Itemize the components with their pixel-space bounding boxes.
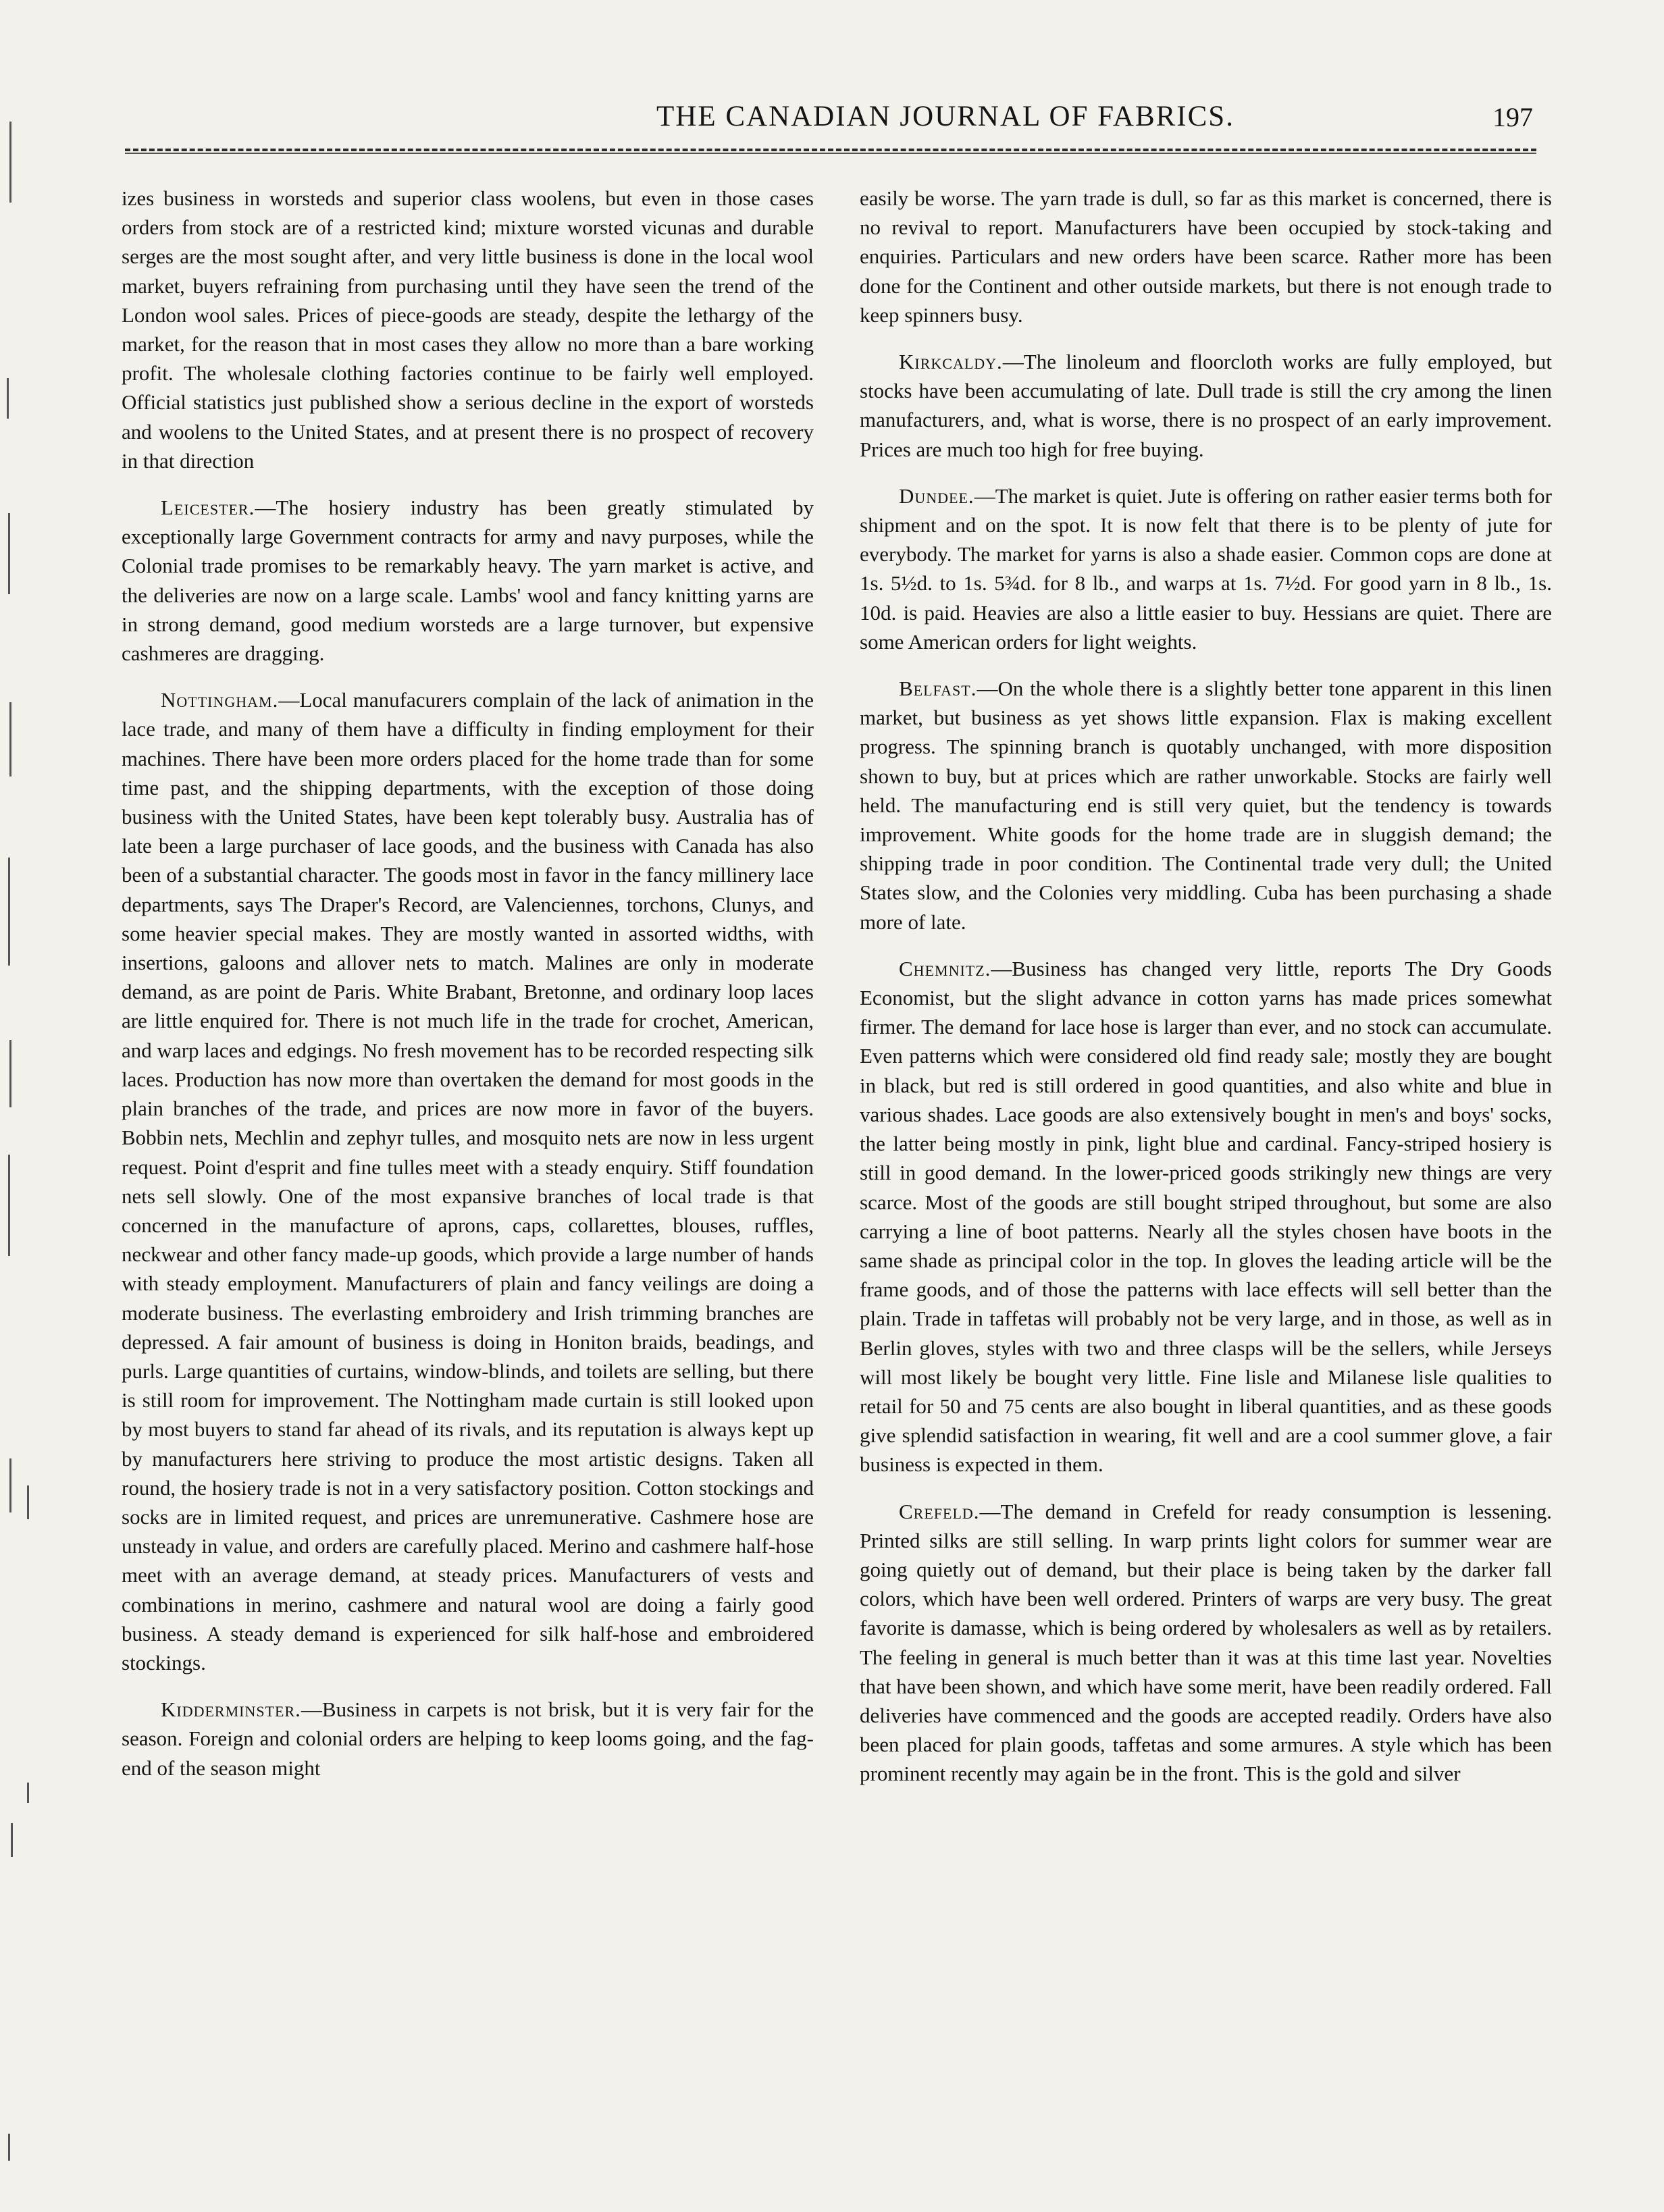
report-text: —Business has changed very little, reports The Dry Goods Economist, but the slight advance in cotton yarns has made prices somewhat firmer. The demand for lace hose is larger than ever, and no stock can accumulate. Even patterns which were considered old find ready sale; mostly they are bought in black, but red is still ordered in good quantities, and also white and blue in various shades. Lace goods are also extensively bought in men's and boys' socks, the latter being mostly in pink, light blue and cardinal. Fancy-striped hosiery is still in good demand. In the lower-priced goods strikingly new things are very scarce. Most of the goods are still bought striped throughout, but some are also carrying a line of boot patterns. Nearly all the styles chosen have boots in the same shade as principal color in the top. In gloves the leading article will be the frame goods, and of those the patterns with lace effects will sell better than the plain. Trade in taffetas will probably not be very large, and in those, as well as in Berlin gloves, styles with two and three clasps will be the sellers, while Jerseys will most likely be bought very little. Fine lisle and Milanese lisle qualities to retail for 50 and 75 cents are also bought in liberal quantities, and as these goods give splendid satisfaction in wearing, fit well and are a cool summer glove, a fair business is expected in them. [860,956,1552,1477]
report-nottingham [122,685,814,1677]
report-text: —The hosiery industry has been greatly stimulated by exceptionally large Government contracts for army and navy purposes, while the Colonial trade promises to be remarkably heavy. The yarn market is active, and the deliveries are now on a large scale. Lambs' wool and fancy knitting yarns are in strong demand, good medium worsteds are a large turnover, but expensive cashmeres are dragging. [122,496,814,666]
header-rule-underline [125,153,1536,154]
report-crefeld [860,1497,1552,1789]
scan-margin-marks [0,0,54,2212]
place-name: Chemnitz. [899,956,991,980]
report-belfast [860,674,1552,937]
report-text: —The demand in Crefeld for ready consumption is lessening. Printed silks are still selling. In warp prints light colors for summer wear are going quietly out of demand, but their place is being taken by the darker fall colors, which have been well ordered. Printers of warps are very busy. The great favorite is damasse, which is being ordered by wholesalers as well as by retailers. The feeling in general is much better than it was at this time last year. Novelties that have been shown, and which have some merit, have been readily ordered. Fall deliveries have commenced and the goods are accepted readily. Orders have also been placed for plain goods, taffetas and some armures. A style which has been prominent recently may again be in the front. This is the gold and silver [860,1499,1552,1786]
report-kirkcaldy [860,347,1552,464]
right-column [860,184,1552,1806]
page-number: 197 [1492,102,1533,132]
page-header [122,100,1540,147]
place-name: Crefeld. [899,1499,980,1523]
place-name: Kidderminster. [161,1697,301,1722]
place-name: Nottingham. [161,688,279,712]
journal-title: THE CANADIAN JOURNAL OF FABRICS. [656,101,1234,132]
report-text: —On the whole there is a slightly better tone apparent in this linen market, but business as yet shows little expansion. Flax is making excellent progress. The spinning branch is quotably unchanged, with more disposition shown to buy, but at prices which are rather unworkable. Stocks are fairly well held. The manufacturing end is still very quiet, but the tendency is towards improvement. White goods for the home trade are in sluggish demand; the shipping trade in poor condition. The Continental trade very dull; the United States slow, and the Colonies very middling. Cuba has been purchasing a shade more of late. [860,677,1552,934]
place-name: Leicester. [161,496,255,520]
report-text: —Local manufacurers complain of the lack of animation in the lace trade, and many of them have a difficulty in finding employment for their machines. There have been more orders placed for the home trade than for some time past, and the shipping departments, with the exception of those doing business with the United States, have been kept tolerably busy. Australia has of late been a large purchaser of lace goods, and the business with Canada has also been of a substantial character. The goods most in favor in the fancy millinery lace departments, says The Draper's Record, are Valenciennes, torchons, Clunys, and some heavier special makes. They are mostly wanted in assorted widths, with insertions, galoons and allover nets to match. Malines are only in moderate demand, as are point de Paris. White Brabant, Bretonne, and ordinary loop laces are little enquired for. There is not much life in the trade for crochet, American, and warp laces and edgings. No fresh movement has to be recorded respecting silk laces. Production has now more than overtaken the demand for most goods in the plain branches of the trade, and prices are now more in favor of the buyers. Bobbin nets, Mechlin and zephyr tulles, and mosquito nets are now in less urgent request. Point d'esprit and fine tulles meet with a steady enquiry. Stiff foundation nets sell slowly. One of the most expansive branches of local trade is that concerned in the manufacture of aprons, caps, collarettes, blouses, ruffles, neckwear and other fancy made-up goods, which provide a large number of hands with steady employment. Manufacturers of plain and fancy veilings are doing a moderate business. The everlasting embroidery and Irish trimming branches are depressed. A fair amount of business is doing in Honiton braids, beadings, and purls. Large quantities of curtains, window-blinds, and toilets are selling, but there is still room for improvement. The Nottingham made curtain is still looked upon by most buyers to stand far ahead of its rivals, and its reputation is always kept up by manufacturers here striving to produce the most artistic designs. Taken all round, the hosiery trade is not in a very satisfactory position. Cotton stockings and socks are in limited request, and prices are unremunerative. Cashmere hose are unsteady in value, and orders are carefully placed. Merino and cashmere half-hose meet with an average demand, at steady prices. Manufacturers of vests and combinations in merino, cashmere and natural wool are doing a fairly good business. A steady demand is experienced for silk half-hose and embroidered stockings. [122,688,814,1675]
continued-paragraph: easily be worse. The yarn trade is dull, so far as this market is concerned, there is no revival to report. Manufacturers have been occupied by stock-taking and enquiries. Particulars and new orders have been scarce. Rather more has been done for the Continent and other outside markets, but there is not enough trade to keep spinners busy. [860,186,1552,327]
continued-paragraph: izes business in worsteds and superior class woolens, but even in those cases orders from stock are of a restricted kind; mixture worsted vicunas and durable serges are the most sought after, and very little business is done in the local wool market, buyers refraining from purchasing until they have seen the trend of the London wool sales. Prices of piece-goods are steady, despite the lethargy of the market, for the reason that in most cases they allow no more than a bare working profit. The wholesale clothing factories continue to be fairly well employed. Official statistics just published show a serious decline in the export of worsteds and woolens to the United States, and at present there is no prospect of recovery in that direction [122,186,814,473]
report-text: —The market is quiet. Jute is offering on rather easier terms both for shipment and on the spot. It is now felt that there is to be plenty of jute for everybody. The market for yarns is also a shade easier. Common cops are done at 1s. 5½d. to 1s. 5¾d. for 8 lb., and warps at 1s. 7½d. For good yarn in 8 lb., 1s. 10d. is paid. Heavies are also a little easier to buy. Hessians are quiet. There are some American orders for light weights. [860,483,1552,654]
report-kidderminster [122,1695,814,1783]
place-name: Belfast. [899,677,977,701]
report-leicester [122,493,814,668]
report-text: —The linoleum and floorcloth works are fully employed, but stocks have been accumulating of late. Dull trade is still the cry among the linen manufacturers, and, what is worse, there is no prospect of an early improvement. Prices are much too high for free buying. [860,350,1552,461]
left-column [122,184,814,1800]
report-chemnitz [860,954,1552,1479]
report-text: —Business in carpets is not brisk, but it is very fair for the season. Foreign and colonial orders are helping to keep looms going, and the fag-end of the season might [122,1697,814,1780]
header-rule [125,149,1536,151]
report-dundee [860,481,1552,656]
place-name: Dundee. [899,483,974,508]
place-name: Kirkcaldy. [899,350,1003,374]
